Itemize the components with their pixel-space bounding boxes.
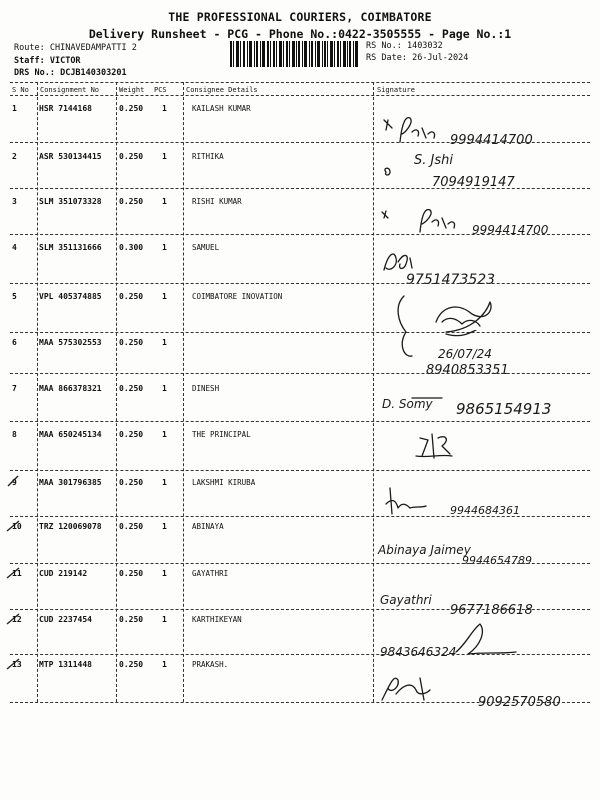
- row-divider: [10, 654, 590, 655]
- row-consignee: ABINAYA: [192, 522, 224, 531]
- column-header-signature: Signature: [377, 86, 415, 94]
- route-line: [14, 43, 137, 53]
- document-title: THE PROFESSIONAL COURIERS, COIMBATORE: [168, 10, 432, 24]
- signature-number: 9751473523: [406, 272, 496, 288]
- row-pcs: 1: [162, 478, 167, 487]
- row-divider: [10, 516, 590, 517]
- row-pcs: 1: [162, 522, 167, 531]
- table-header-rule: [10, 95, 590, 96]
- signature-number: 9092570580: [478, 695, 561, 710]
- row-consignee: SAMUEL: [192, 243, 220, 252]
- row-consignee: PRAKASH.: [192, 660, 229, 669]
- row-sno: 6: [12, 338, 17, 347]
- barcode-image: [230, 41, 358, 67]
- row-pcs: 1: [162, 338, 167, 347]
- row-pcs: 1: [162, 660, 167, 669]
- row-weight: 0.250: [119, 104, 144, 113]
- row-pcs: 1: [162, 104, 167, 113]
- row-weight: 0.250: [119, 292, 144, 301]
- row-consignment: VPL 405374885: [39, 292, 102, 301]
- row-consignment: CUD 2237454: [39, 615, 92, 624]
- row-sno: 3: [12, 197, 17, 206]
- row-weight: 0.250: [119, 615, 144, 624]
- row-consignee: COIMBATORE INOVATION: [192, 292, 283, 301]
- row-consignee: DINESH: [192, 384, 220, 393]
- row-weight: 0.300: [119, 243, 144, 252]
- rs-number-label: RS No.:: [366, 41, 402, 51]
- row-sno: 12: [12, 615, 22, 624]
- route-value: CHINAVEDAMPATTI 2: [49, 43, 137, 53]
- drs-line: [14, 68, 127, 78]
- row-consignment: MAA 866378321: [39, 384, 102, 393]
- rs-number-value: 1403032: [406, 41, 443, 51]
- row-weight: 0.250: [119, 430, 144, 439]
- row-divider: [10, 563, 590, 564]
- row-pcs: 1: [162, 569, 167, 578]
- row-consignment: MTP 1311448: [39, 660, 92, 669]
- row-divider: [10, 234, 590, 235]
- row-pcs: 1: [162, 152, 167, 161]
- signature-number: 9994414700: [472, 223, 549, 237]
- signature-number: 9865154913: [456, 400, 552, 418]
- row-pcs: 1: [162, 243, 167, 252]
- signature-name: 26/07/24: [438, 347, 492, 361]
- column-header-consignment: Consignment No: [40, 86, 100, 94]
- row-sno: 2: [12, 152, 17, 161]
- signature-number: 9944684361: [450, 504, 520, 517]
- signature-number: 9994414700: [450, 133, 533, 148]
- row-weight: 0.250: [119, 152, 144, 161]
- row-consignee: LAKSHMI KIRUBA: [192, 478, 256, 487]
- signature-image: [376, 616, 586, 666]
- row-weight: 0.250: [119, 522, 144, 531]
- row-consignee: THE PRINCIPAL: [192, 430, 251, 439]
- row-divider: [10, 142, 590, 143]
- row-weight: 0.250: [119, 569, 144, 578]
- row-consignment: ASR 530134415: [39, 152, 102, 161]
- rs-number-line: [366, 41, 443, 51]
- route-label: Route:: [14, 43, 45, 53]
- row-consignment: MAA 650245134: [39, 430, 102, 439]
- rs-date-line: [366, 53, 468, 63]
- column-header-sno: S No: [12, 86, 29, 94]
- signature-number: 8940853351: [426, 363, 509, 378]
- row-consignment: HSR 7144168: [39, 104, 92, 113]
- row-sno: 1: [12, 104, 17, 113]
- document-subtitle: Delivery Runsheet - PCG - Phone No.:0422-3505555 - Page No.:1: [88, 27, 512, 41]
- row-consignee: RITHIKA: [192, 152, 224, 161]
- staff-value: VICTOR: [49, 56, 81, 66]
- row-pcs: 1: [162, 292, 167, 301]
- rs-date-label: RS Date:: [366, 53, 407, 63]
- row-sno: 11: [12, 569, 22, 578]
- row-sno: 7: [12, 384, 17, 393]
- signature-name: Abinaya Jaimey: [378, 543, 471, 557]
- row-divider: [10, 373, 590, 374]
- row-consignee: RISHI KUMAR: [192, 197, 242, 206]
- signature-number: 9944654789: [462, 554, 532, 567]
- row-consignment: SLM 351073328: [39, 197, 102, 206]
- row-sno: 10: [12, 522, 22, 531]
- signature-number: 7094919147: [432, 175, 515, 190]
- signature-number: 9843646324: [380, 645, 457, 659]
- table-bottom-rule: [10, 702, 590, 703]
- signature-name: D. Somy: [382, 397, 433, 411]
- row-consignee: KARTHIKEYAN: [192, 615, 242, 624]
- row-weight: 0.250: [119, 197, 144, 206]
- row-sno: 13: [12, 660, 22, 669]
- column-header-weight: Weight: [119, 86, 145, 94]
- drs-label: DRS No.:: [14, 68, 55, 78]
- row-weight: 0.250: [119, 338, 144, 347]
- row-weight: 0.250: [119, 478, 144, 487]
- row-pcs: 1: [162, 384, 167, 393]
- column-header-pcs: PCS: [154, 86, 167, 94]
- column-header-consignee: Consignee Details: [186, 86, 258, 94]
- table-top-rule: [10, 82, 590, 83]
- row-consignment: SLM 351131666: [39, 243, 102, 252]
- row-consignment: CUD 219142: [39, 569, 88, 578]
- row-consignment: MAA 575302553: [39, 338, 102, 347]
- drs-value: DCJB140303201: [60, 68, 127, 78]
- row-divider: [10, 421, 590, 422]
- row-pcs: 1: [162, 197, 167, 206]
- row-sno: 9: [12, 478, 17, 487]
- signature-name: Gayathri: [380, 593, 432, 607]
- row-sno: 5: [12, 292, 17, 301]
- row-weight: 0.250: [119, 660, 144, 669]
- staff-line: [14, 56, 81, 66]
- staff-label: Staff:: [14, 56, 45, 66]
- row-divider: [10, 470, 590, 471]
- row-consignment: MAA 301796385: [39, 478, 102, 487]
- row-consignment: TRZ 120069078: [39, 522, 102, 531]
- row-pcs: 1: [162, 430, 167, 439]
- rs-date-value: 26-Jul-2024: [412, 53, 469, 63]
- row-pcs: 1: [162, 615, 167, 624]
- row-divider: [10, 609, 590, 610]
- row-consignee: KAILASH KUMAR: [192, 104, 251, 113]
- row-weight: 0.250: [119, 384, 144, 393]
- row-sno: 4: [12, 243, 17, 252]
- row-divider: [10, 188, 590, 189]
- signature-number: 9677186618: [450, 603, 533, 618]
- signature-name: S. Jshi: [414, 153, 453, 168]
- row-divider: [10, 283, 590, 284]
- row-sno: 8: [12, 430, 17, 439]
- signature-image: [376, 664, 586, 714]
- row-consignee: GAYATHRI: [192, 569, 229, 578]
